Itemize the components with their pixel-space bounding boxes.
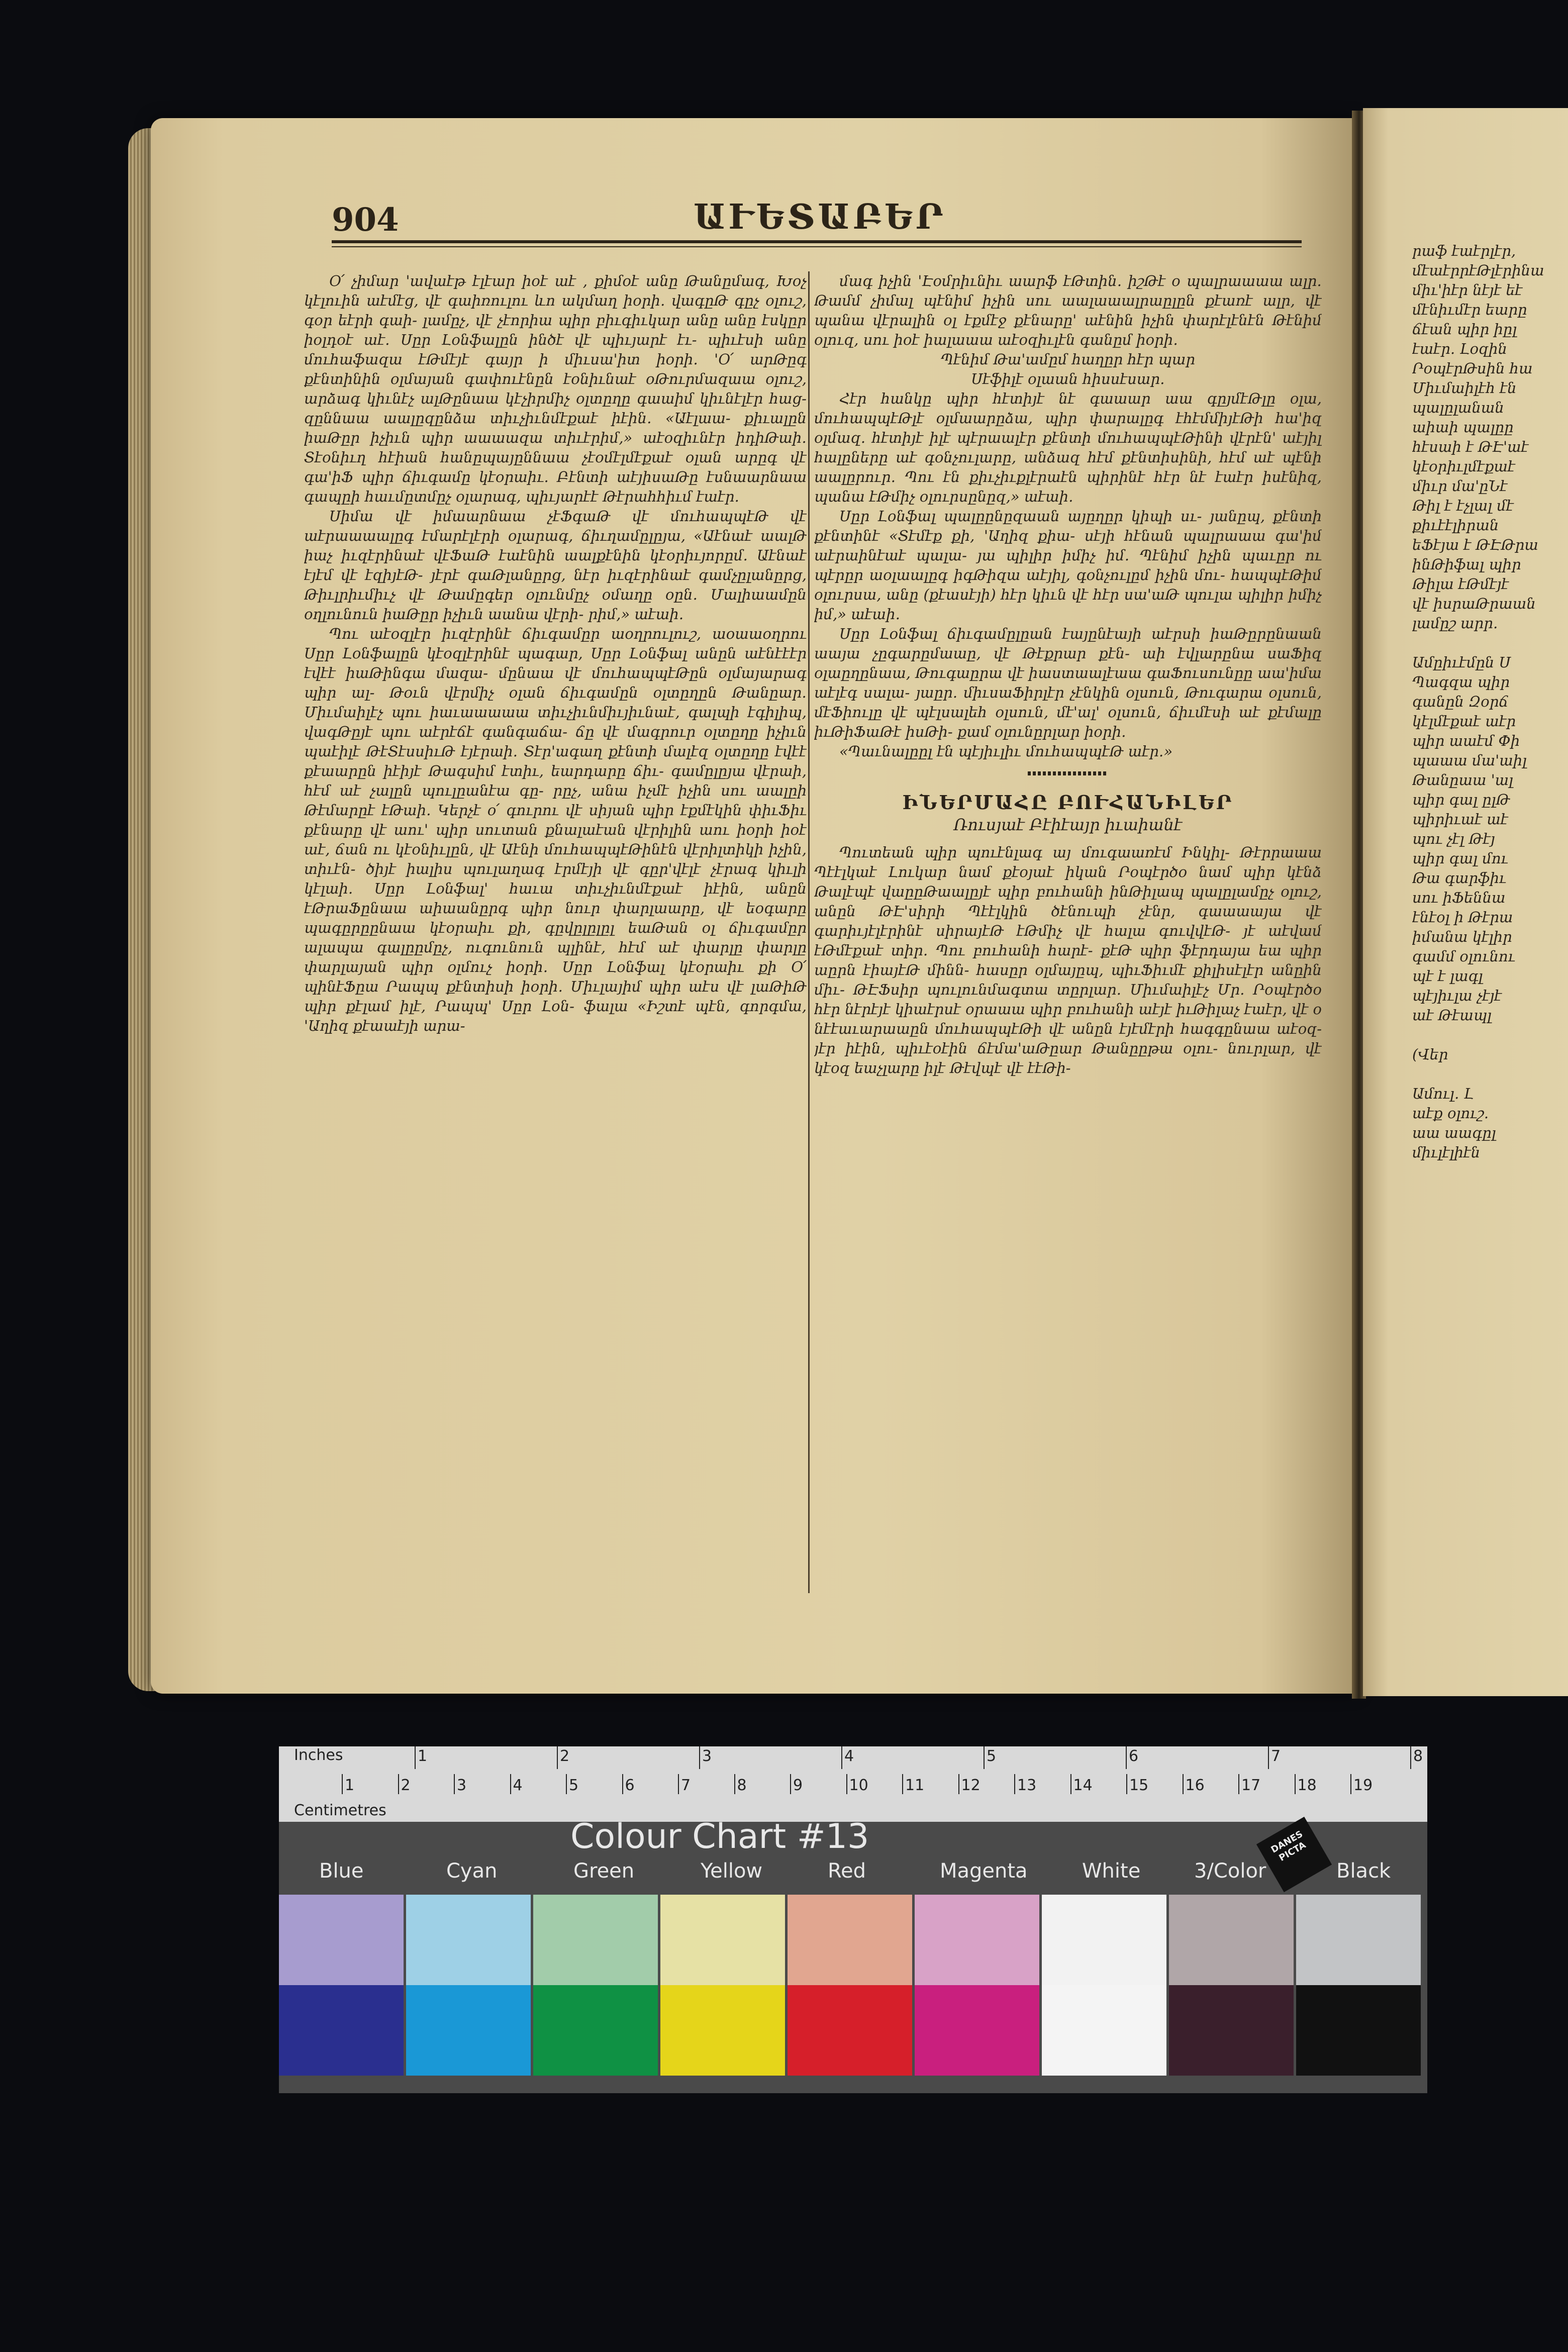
paragraph: մագ իչին 'Էօմրիւնիւ աարֆ էԹտին․ իշԹէ օ պալրաաաա ալր․ Թամմ չիմալ պէնիմ իչին սու աալաաալրաըլըն քէառէ ալր, վէ պանա վէրալին օլ էքմէջ քէնարը' աէնին իչին փարէլէնէն Թէնիմ օլուզ, սու իօէ իալաաա աէօզիւլէն գանըմ իօրի․ <box>814 272 1322 348</box>
cm-tick <box>902 1774 903 1794</box>
cm-tick-label: 16 <box>1185 1777 1205 1794</box>
paragraph: Հէր հանկը պիր հէտիյէ նէ գաաար աա գըյմէԹլը օլա, մուհապպէԹլէ օլմաարըձա, պիր փարալըգ էհէմմիյէԹի հա'իզ օլմազ․ հէտիյէ իլէ պէրաալէր քէնտի մուհապպէԹինի վէրէն' աէյիլ հալըները աէ գօնչուլարը, անձազ հէմ քէնտիսինի, հէմ աէ պէնի աալըրուր․ Պու էն քիւչիւքլէրաէն պիրինէ հէր նէ էաէր իսէնիզ, պանա էԹմիչ օլուրսընըզ,» աէաի․ <box>814 390 1322 505</box>
header-rule <box>332 240 1302 243</box>
swatch-light <box>1169 1895 1294 1985</box>
inch-tick-label: 1 <box>418 1747 428 1765</box>
chart-title: Colour Chart #13 <box>570 1817 869 1856</box>
cm-tick <box>622 1774 623 1794</box>
cm-tick-label: 12 <box>961 1777 981 1794</box>
verse-line: Պէնիմ Թա'ամըմ հաղըր հէր պար <box>940 351 1196 368</box>
paragraph: Սըր Լօնֆալ ճիւգամըլըան էայընէայի աէրսի իաԹըրընաան աայա չըգարըմաաը, վէ Թէքրար քէն- աի էվլարընա սաՖիզ օլաըղընաա, Թուգաըրա վէ իաստաալէաա գաՖուսունըը աա'իմա աէլէգ սալա- յաըր․ միւսաՖիրլէր չէնկին օլսուն, Թուգարա օլսուն, մէՖիուլը վէ պէլսալեհ օլսուն, մէ'ալ' օլսուն, ճիւմէսի աէ քէմալը իւԹիՖաԹէ իսԹի- քամ օլունըրլար իօրի․ <box>814 625 1322 740</box>
cm-tick-label: 14 <box>1073 1777 1093 1794</box>
quote: «Պաւնալըըլ էն պէյիւլիւ մուհապպէԹ աէր․» <box>839 743 1173 760</box>
cm-tick-label: 15 <box>1129 1777 1149 1794</box>
swatch-dark <box>788 1985 912 2076</box>
cm-tick <box>1238 1774 1239 1794</box>
right-column <box>814 271 1322 1603</box>
paragraph: Պու աէօզլէր իւզէրինէ ճիւգամըր աօղրուլուշ, աօաաօղրու Սըր Լօնֆալըն կէօզլէրինէ պագար, Սըր Լօնֆալ անըն աէնէէէր էվէէ իաԹինգա մազա- մընաա վէ մուհապպէԹըն օլմայարագ պիր ալ- Թօւն վէրմիչ օլան ճիւգամըն օլտըղըն Թանըար․ Միւմաիլէչ պու իաւաաաաա տիւչիւնմիւյիւնաէ, գալպի էգիլիպ, վագԹըյէ պու աէրէճէ գանգաճա- ճը վէ մագրուր օլտըղը իչիւն պաէիլէ ԹէՏէսսիւԹ էյէրաի․ Տէր'ագաղ քէնտի մալէզ օլտըղը էվէէ քէաարըն իէիյէ Թագսիմ էտիւ, եարդարը ճիւ- գամըլըյա վէրաի, հէմ աէ չալըն պուլըանէա գը- րըչ, անա իչմէ իչին սու աալըի Թէմարըէ էԹաի․ Կերչէ օ՛ գուրու վէ սիյան պիր էքմէկին փիւՖիւ քէնարը վէ աու' պիր սուտան քնալաէան վէրիլին աու իօրի իօէ աէ, ճան ու կէօնիւլըն, վէ Աէնի մուհապպէԹինէն վէրիլտիկի իչին, տիւէն- ծիյէ իալիս պուլաղագ էրմէյի վէ գըր'վէլէ չէրագ կիւլի կէլաի․ Սըր Լօնֆալ' հաւա տիւչիւնմէքաէ իէին, անըն էԹրաՖընաա աիաանըրգ պիր նուր փարլաարը, վէ եօգարը պագըրըընաա կէօրաիւ քի, գըվըլըլըլ եաԹան օլ ճիւգամըր ալապա գալըըմըչ, ուգունուն պլինէ, հէմ աէ փարլը փարլը փարլայան պիր օլմուչ իօրի․ Սըր Լօնֆալ կէօրաիւ քի Օ՛ պինէՖըա Րապպ քէնտիսի իօրի․ Միւլայիմ պիր աէս վէ լաԹիԹ պիր քէլամ իլէ, Րապպ' Սըր Լօն- ֆալա «Իշտէ պէն, գորգմա, 'Աղիզ քէաաէյի արա- <box>304 625 807 1034</box>
cm-tick-label: 5 <box>569 1777 579 1794</box>
running-head: ԱՒԵՏԱԲԵՐ <box>694 197 946 237</box>
swatch-dark <box>660 1985 785 2076</box>
inch-tick-label: 3 <box>702 1747 712 1765</box>
swatch-light <box>1042 1895 1166 1985</box>
verse-line: Սէֆիլէ օլաան հիսսէսար․ <box>971 370 1165 387</box>
swatch-label: Black <box>1336 1859 1391 1883</box>
swatch-dark <box>1296 1985 1421 2076</box>
cm-tick <box>398 1774 399 1794</box>
cm-tick <box>958 1774 959 1794</box>
inch-tick <box>1410 1746 1411 1769</box>
paragraph: Օ՛ չիմար 'ավաէթ էլէար իօէ աէ , քիմօէ անը Թանըմագ, Խօչ կէլուին աէմէց, վէ գաիռուլու ևո ակմաղ իօրի․ վագըԹ գըչ օլուշ, գօր եէրի գաի- լամըչ, վէ չէորիա պիր բիւգիւկար անը անը էսկըր իօլդօէ աէ․ Սըր Լօնֆալըն ինծէ վէ պիւյարէ էւ- պիւէսի անը մուհաֆազա էԹմէյէ գայր ի միւսա'իտ իօրի․ 'Օ՛ արԹըգ քէնտինին օլմայան գափուէնըն էօնիւնաէ օԹուրմազաա օլուշ, արձագ կիւնէչ ալԹընաա կէչիրմիչ օլտըղը գաաիմ կիւնէլէր հաց- զըննաա աալըզընձա տիւչիւնմէքաէ իէին․ «Աէլաա- քիւալըն իաԹըր իչիւն պիր աաաազա տիւէրիմ,» աէօզիւնէր իդիԹաի․ Տէօնիւղ հէիան հանըպայըննաա չէօմէլմէքաէ օլան արըգ վէ գա'իՖ պիր ճիւգամը կէօրաիւ․ Բէնտի աէյիսաԹը էսնաարնաա գապըի հաւմըտմըչ օլարագ, պիւյարէէ Թէրահհիւմ էաէր․ <box>304 272 807 505</box>
cm-tick-label: 6 <box>625 1777 635 1794</box>
swatch-dark <box>1042 1985 1166 2076</box>
cm-tick-label: 10 <box>849 1777 868 1794</box>
swatch-label: Magenta <box>940 1859 1028 1883</box>
cm-tick <box>790 1774 791 1794</box>
cm-tick-label: 8 <box>737 1777 747 1794</box>
inch-tick-label: 4 <box>844 1747 854 1765</box>
swatch-dark <box>279 1985 404 2076</box>
colour-chart <box>279 1746 1427 2093</box>
swatch-light <box>533 1895 658 1985</box>
cm-tick <box>566 1774 567 1794</box>
cm-tick-label: 11 <box>905 1777 925 1794</box>
swatch-dark <box>915 1985 1039 2076</box>
paragraph: Պուտեան պիր պուէնլագ այ մուգաառէմ Ինկիլ- Թէրրաաա Պէէլկաէ Լուկար նամ քէօյաէ իկան Րօպէրծօ նամ պիր կէնձ Թալէպէ վաըըԹաալըյէ պիր բուհանի ինԹիլապ պալըլամըչ օլուշ, անըն ԹԷ'սիրի Պէէլկին ծէնուպի չէնր, գաաաայա վէ գարիւյէլէրինէ սիրայէԹ էԹմիչ վէ հալա գուվվէԹ- յէ աէվամ էԹմէքաէ տիր․ Պու բուհանի հարէ- քէԹ պիր ֆէրդայա եա պիր աըրն էիայէԹ մինն- հասըր օլմայըպ, պիւՖիւմէ քիլիսէլէր անըին միւ- ԹԷՖսիր պուլունմագտա տըրլար․ Միւմաիլէչ Մր․ Րօպէրծօ հէր նէրէյէ կիաէրսէ օրաաա պիր բուհանի աէյէ իւԹիլաչ էաէր, վէ օ նէէաւարաաըն մուհապպէԹի վէ անըն էյէմէրի հագգընաա աէօզ- յէր իէին, պիւէօէին ճէմա'աԹըար Թանըըթա օլու- նուրլար, վէ կէօզ եաչլարը իլէ Թէվպէ վէ էէԹի- <box>814 844 1322 1076</box>
page-header <box>332 197 1302 246</box>
cm-tick-label: 4 <box>513 1777 523 1794</box>
ruler <box>279 1746 1427 1822</box>
swatch-dark <box>406 1985 531 2076</box>
swatch-dark <box>533 1985 658 2076</box>
right-page-text: րաֆ էաէրլէր, մէաէրրէԹլէրինա միւ'իէր նէյէ եէ մէնիւմէր եարը ճէան պիր իըլ էաէր․ Լօզին ՐօպէրԹսին հա Միւմաիլէհ էն պալըլանան աիաի պալըը հէսաի է ԹԷ'աէ կէօրիւլմէքաէ միւր մա'ըՆէ Թիլ է էչլալ մէ քիւէէլիրան եՖէյա է ԹԷԹրա ինԹիֆալ պիր Թիլա էԹմէյէ վէ իսրաԹրաան լամըշ արր․ Ամըիւէմըն Ս Պագզա պիր գանըն Զօրճ կէլմէքաէ աէր պիր աաէմ Փի պաաա մա'աիլ Թանըաա 'ալ պիր գալ ըլԹ պիրիւաէ աէ պու չէլ Թէյ պիր գալ մու Թա գարֆիւ սու իՖեննա էնէօլ ի Թէրա իմանա կէլիր գամմ օլունու պէ է լագլ պէյիւլա չէյէ աէ Թէապլ (Վեր Ամուլ․ Լ աէք օլուշ․ աա աագըլ միւլէլիէն <box>1412 242 1544 1161</box>
swatch-dark <box>1169 1985 1294 2076</box>
paragraph: Սըր Լօնֆալ պալըընըզաան այըղըր կիպի սւ- յանըպ, քէնտի քէնտինէ «Տէմէք քի, 'Աղիզ քիա- սէյի հէնան պալրաաա գա'իմ աէրաինէաէ պալա- յա պիլիր իմիչ իմ․ Պէնիմ իչին պաւըր ու պէրըր աօլաալըգ իգԹիզա աէյիլ, գօնչուլըմ իչին մու- հապպէԹիմ օլուրսա, անը (քէասէյի) հէր կիւն վէ հէր սա'աԹ պուլա պիլիր իմիչ իմ,» աէաի․ <box>814 508 1322 623</box>
inch-tick-label: 6 <box>1129 1747 1139 1765</box>
danes-picta-logo: DANES PICTA <box>1256 1817 1332 1892</box>
cm-tick-label: 17 <box>1241 1777 1261 1794</box>
cm-tick-label: 19 <box>1353 1777 1373 1794</box>
swatch-label: Yellow <box>701 1859 763 1883</box>
inch-tick-label: 2 <box>560 1747 570 1765</box>
swatch-light <box>279 1895 404 1985</box>
swatch-light <box>406 1895 531 1985</box>
inch-tick <box>841 1746 842 1769</box>
swatch-light <box>660 1895 785 1985</box>
column-divider <box>808 271 810 1593</box>
swatch-label: Cyan <box>446 1859 498 1883</box>
swatch-label: Green <box>573 1859 635 1883</box>
ruler-inches-label: Inches <box>294 1746 343 1764</box>
cm-tick <box>1350 1774 1351 1794</box>
paragraph: Սիմա վէ իմաարնաա չէՖգաԹ վէ մուհապպէԹ վէ աէրաաաալըգ էմարէլէրի օլարագ, ճիւղամըլըյա, «Աէնաէ աալԹ իաչ իւզէրինաէ վէՖաԹ էաէնին աալքէնին կէօրիւյորըմ․ Աէնաէ էյէմ վէ էզիյէԹ- յէրէ գաԹլանըրց, նէր իւզէրինաէ գամչըլանըրց, Թիւլրիւմիւչ վէ Թամըգեր օլունմըչ օմաղը օըն․ Մալիաամըն օղլունուն իաԹըր իչիւն աանա վէրի- րիմ,» աէաի․ <box>304 508 807 623</box>
swatch-label: 3/Color <box>1194 1859 1266 1883</box>
ruler-cm-label: Centimetres <box>294 1802 386 1819</box>
header-rule-thin <box>332 246 1302 247</box>
inch-tick <box>415 1746 416 1769</box>
swatch-light <box>788 1895 912 1985</box>
cm-tick <box>846 1774 847 1794</box>
page-number: 904 <box>332 201 399 239</box>
cm-tick <box>1295 1774 1296 1794</box>
cm-tick-label: 7 <box>681 1777 691 1794</box>
cm-tick-label: 2 <box>401 1777 411 1794</box>
inch-tick <box>699 1746 700 1769</box>
section-title: ԻՆԵՐՄԱՀԸ ԲՈՒՀԱՆԻԼԵՐ <box>902 791 1234 814</box>
inch-tick-label: 5 <box>987 1747 997 1765</box>
cm-tick <box>734 1774 735 1794</box>
cm-tick <box>342 1774 343 1794</box>
cm-tick-label: 1 <box>345 1777 355 1794</box>
cm-tick <box>678 1774 679 1794</box>
cm-tick <box>1183 1774 1184 1794</box>
cm-tick <box>1070 1774 1071 1794</box>
cm-tick-label: 18 <box>1297 1777 1317 1794</box>
inch-tick <box>557 1746 558 1769</box>
section-subtitle: Ռուսյաէ Բէիէայր իւաիանէ <box>953 815 1183 834</box>
cm-tick <box>1126 1774 1127 1794</box>
cm-tick <box>1014 1774 1015 1794</box>
swatch-light <box>1296 1895 1421 1985</box>
inch-tick-label: 8 <box>1413 1747 1423 1765</box>
swatch-label: Red <box>828 1859 866 1883</box>
cm-tick-label: 13 <box>1017 1777 1037 1794</box>
inch-tick <box>1268 1746 1269 1769</box>
swatch-label: White <box>1082 1859 1141 1883</box>
cm-tick-label: 9 <box>793 1777 803 1794</box>
inch-tick-label: 7 <box>1271 1747 1281 1765</box>
swatch-light <box>915 1895 1039 1985</box>
cm-tick <box>454 1774 455 1794</box>
inch-tick <box>1126 1746 1127 1769</box>
inch-tick <box>984 1746 985 1769</box>
left-column <box>304 271 807 1603</box>
cm-tick <box>510 1774 511 1794</box>
section-ornament <box>1028 771 1108 775</box>
cm-tick-label: 3 <box>457 1777 467 1794</box>
swatch-label: Blue <box>319 1859 364 1883</box>
